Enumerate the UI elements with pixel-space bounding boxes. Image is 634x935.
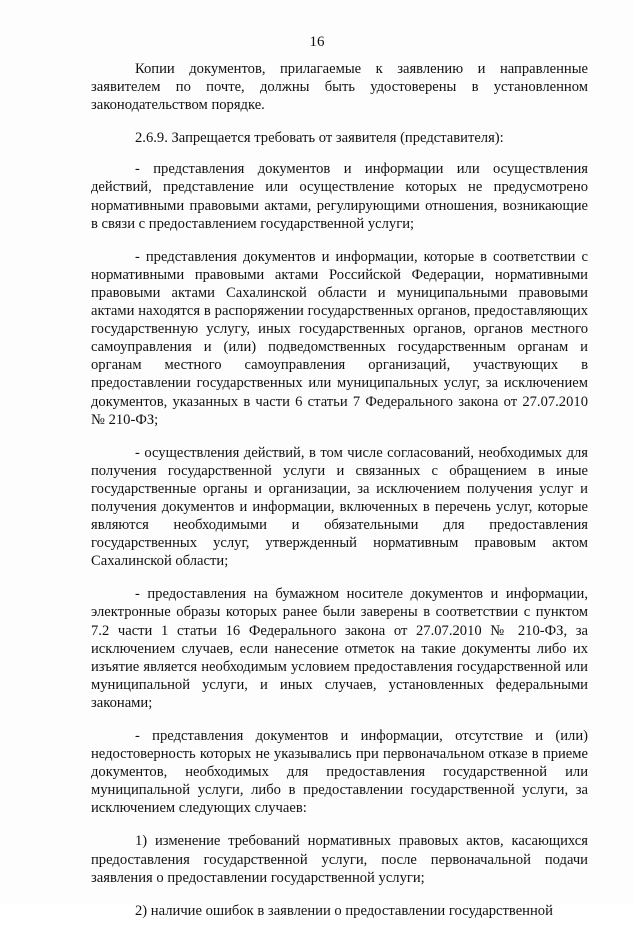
paragraph-prohibition-5: - представления документов и информации, отсутствие и (или) недостоверность которых не указывались при первоначальном отказе в приеме документов, необходимых для предоставления государственной или муниципальной услуги, либо в предоставлении государственной услуги, за исключением следующих случаев: bbox=[91, 728, 588, 817]
paragraph-section-heading: 2.6.9. Запрещается требовать от заявителя (представителя): bbox=[135, 130, 504, 147]
paragraph-prohibition-2: - представления документов и информации, которые в соответствии с нормативными правовыми актами Российской Федерации, нормативными правовыми актами Сахалинской области и муниципальными правовыми актами находятся в распоряжении государственных органов, предоставляющих государственную услугу, иных государственных органов, органов местного самоуправления и (или) подведомственных государственным органам и органам местного самоуправления организаций, участвующих в предоставлении государственных или муниципальных услуг, за исключением документов, указанных в части 6 статьи 7 Федерального закона от 27.07.2010 № 210-ФЗ; bbox=[91, 248, 588, 428]
paragraph-exception-2: 2) наличие ошибок в заявлении о предоставлении государственной bbox=[135, 902, 553, 919]
paragraph-copies-certification: Копии документов, прилагаемые к заявлению и направленные заявителем по почте, должны быть удостоверены в установленном законодательством порядке. bbox=[91, 61, 588, 114]
paragraph-prohibition-3: - осуществления действий, в том числе согласований, необходимых для получения государственной услуги и связанных с обращением в иные государственные органы и организации, за исключением получения услуг и получения документов и информации, включенных в перечень услуг, которые являются необходимыми и обязательными для предоставления государственных услуг, утвержденный нормативным правовым актом Сахалинской области; bbox=[91, 444, 588, 570]
page-number: 16 bbox=[309, 34, 325, 50]
paragraph-prohibition-4: - предоставления на бумажном носителе документов и информации, электронные образы которых ранее были заверены в соответствии с пунктом 7.2 части 1 статьи 16 Федерального закона от 27.07.2010 № 210-ФЗ, за исключением случаев, если нанесение отметок на такие документы либо их изъятие является необходимым условием предоставления государственной или муниципальной услуги, и иных случаев, установленных федеральными законами; bbox=[91, 586, 588, 711]
document-body bbox=[91, 60, 588, 935]
paragraph-exception-1: 1) изменение требований нормативных правовых актов, касающихся предоставления государственной услуги, после первоначальной подачи заявления о предоставлении государственной услуги; bbox=[91, 833, 588, 886]
paragraph-prohibition-1: - представления документов и информации или осуществления действий, представление или осуществление которых не предусмотрено нормативными правовыми актами, регулирующими отношения, возникающие в связи с предоставлением государственной услуги; bbox=[91, 161, 588, 232]
